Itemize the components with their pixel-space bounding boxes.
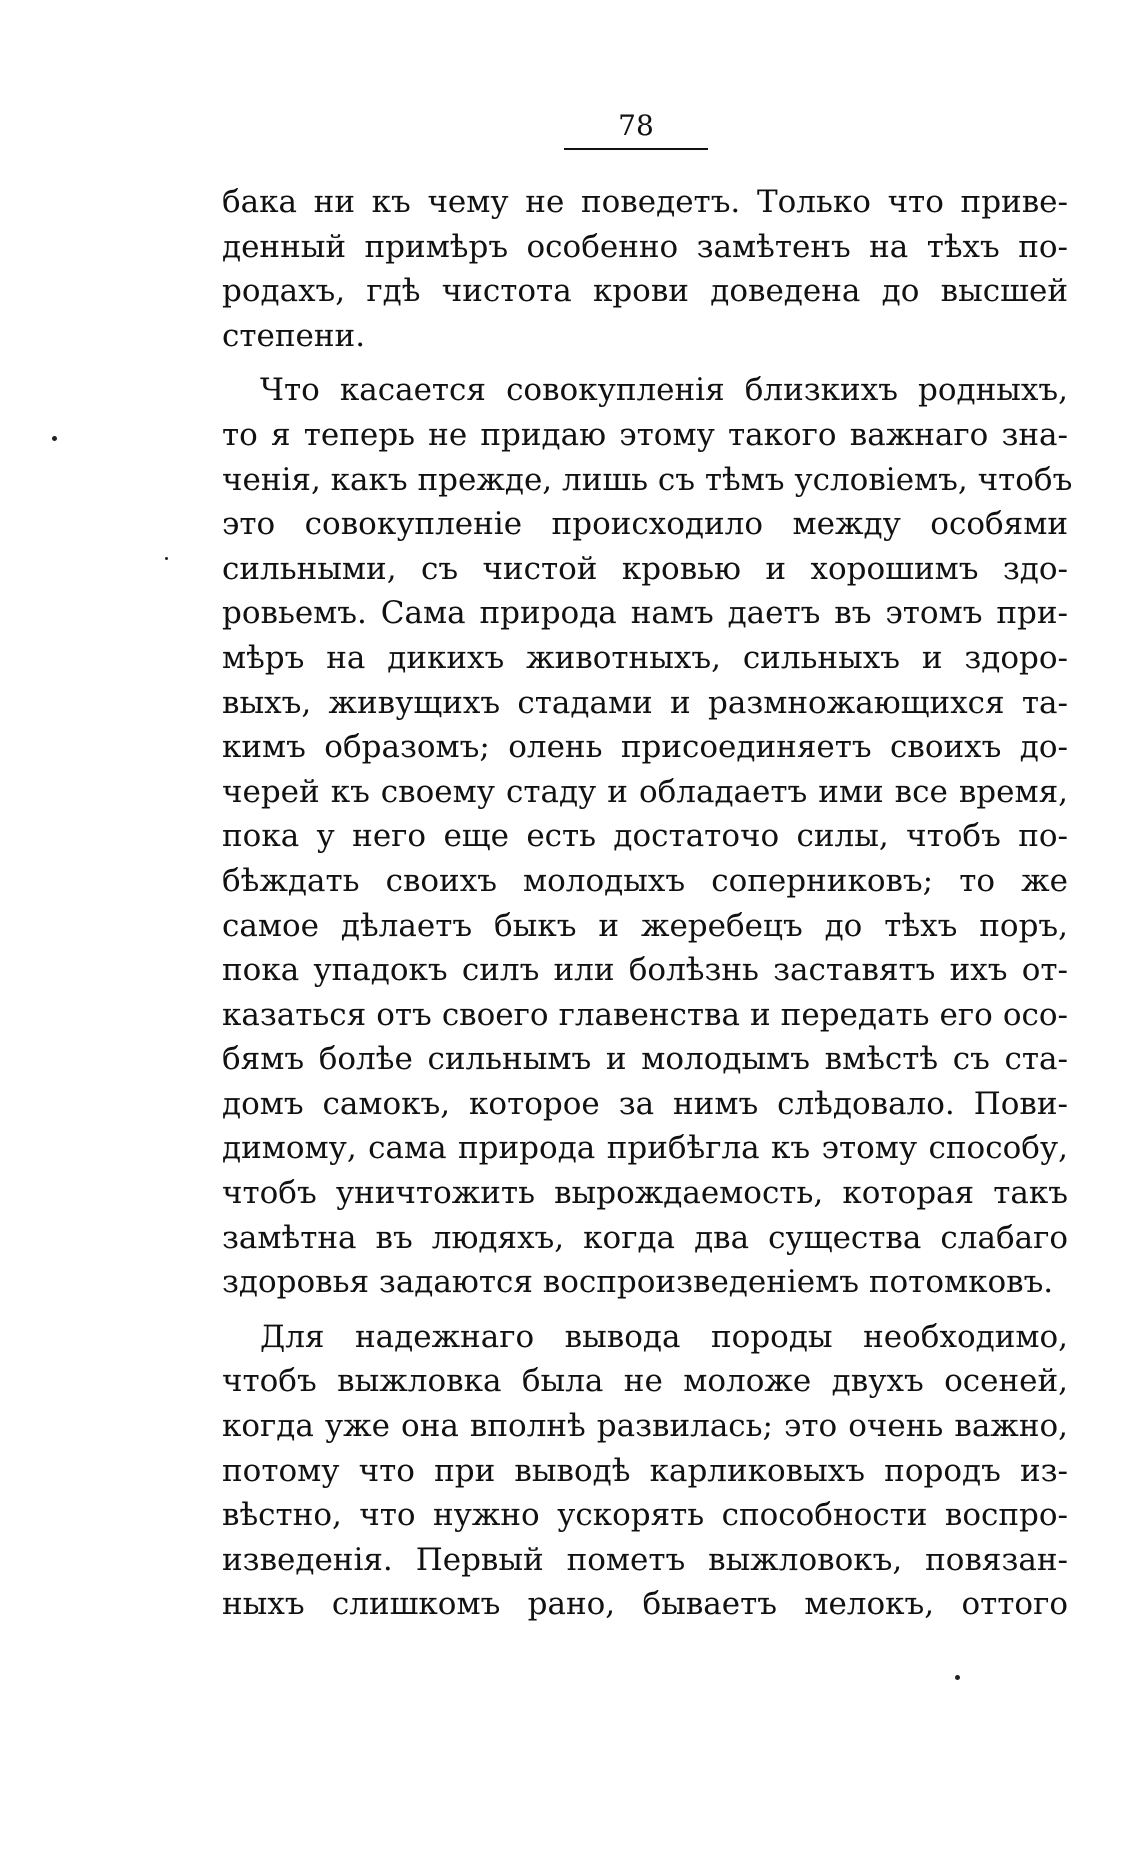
text-line: домъ самокъ, которое за нимъ слѣдовало. Пови- — [222, 1085, 1068, 1122]
text-line: ныхъ слишкомъ рано, бываетъ мелокъ, оттого — [222, 1586, 1068, 1623]
text-line: димому, сама природа прибѣгла къ этому способу, — [222, 1130, 1068, 1167]
text-line: родахъ, гдѣ чистота крови доведена до высшей — [222, 273, 1068, 310]
text-line: чтобъ выжловка была не моложе двухъ осеней, — [222, 1363, 1068, 1400]
paragraph-gap — [222, 1305, 1068, 1315]
text-line: чтобъ уничтожить вырождаемость, которая такъ — [222, 1175, 1068, 1212]
text-line: сильными, съ чистой кровью и хорошимъ здо- — [222, 550, 1068, 587]
text-line: ченія, какъ прежде, лишь съ тѣмъ условіемъ, чтобъ — [222, 461, 1073, 498]
paragraph — [222, 180, 1068, 358]
text-line: когда уже она вполнѣ развилась; это очень важно, — [222, 1408, 1068, 1445]
text-line: выхъ, живущихъ стадами и размножающихся та- — [222, 684, 1068, 721]
text-line: замѣтна въ людяхъ, когда два существа слабаго — [222, 1219, 1068, 1256]
text-line: Что касается совокупленія близкихъ родныхъ, — [260, 372, 1068, 409]
text-line: то я теперь не придаю этому такого важнаго зна- — [222, 416, 1068, 453]
text-line: изведенія. Первый пометъ выжловокъ, повязан- — [222, 1541, 1068, 1578]
text-line: степени. — [222, 317, 366, 354]
page-number-rule — [564, 148, 708, 150]
text-line: ровьемъ. Сама природа намъ даетъ въ этомъ при- — [222, 595, 1068, 632]
text-line: казаться отъ своего главенства и передать его осо- — [222, 996, 1068, 1033]
text-line: кимъ образомъ; олень присоединяетъ своихъ до- — [222, 729, 1068, 766]
text-line: это совокупленіе происходило между особями — [222, 506, 1068, 543]
text-line: черей къ своему стаду и обладаетъ ими все время, — [222, 773, 1068, 810]
paragraph — [222, 1315, 1068, 1627]
page-number: 78 — [618, 109, 654, 142]
text-line: пока упадокъ силъ или болѣзнь заставятъ ихъ от- — [222, 952, 1068, 989]
text-line: Для надежнаго вывода породы необходимо, — [260, 1318, 1068, 1355]
print-speck — [165, 557, 168, 560]
text-line: вѣстно, что нужно ускорять способности воспро- — [222, 1497, 1068, 1534]
text-line: самое дѣлаетъ быкъ и жеребецъ до тѣхъ поръ, — [222, 907, 1068, 944]
text-line: пока у него еще есть достаточо силы, чтобъ по- — [222, 818, 1068, 855]
text-line: бямъ болѣе сильнымъ и молодымъ вмѣстѣ съ ста- — [222, 1041, 1068, 1078]
text-line: потому что при выводѣ карликовыхъ породъ из- — [222, 1452, 1068, 1489]
paragraph-gap — [222, 358, 1068, 368]
text-line: бѣждать своихъ молодыхъ соперниковъ; то же — [222, 862, 1068, 899]
print-speck — [955, 1675, 960, 1680]
print-speck — [52, 436, 57, 441]
paragraph — [222, 368, 1073, 1304]
text-line: денный примѣръ особенно замѣтенъ на тѣхъ по- — [222, 228, 1068, 265]
text-line: мѣръ на дикихъ животныхъ, сильныхъ и здоро- — [222, 639, 1068, 676]
text-line: здоровья задаются воспроизведеніемъ потомковъ. — [222, 1264, 1054, 1301]
text-line: бака ни къ чему не поведетъ. Только что приве- — [222, 184, 1068, 220]
body-text — [222, 180, 1073, 1627]
